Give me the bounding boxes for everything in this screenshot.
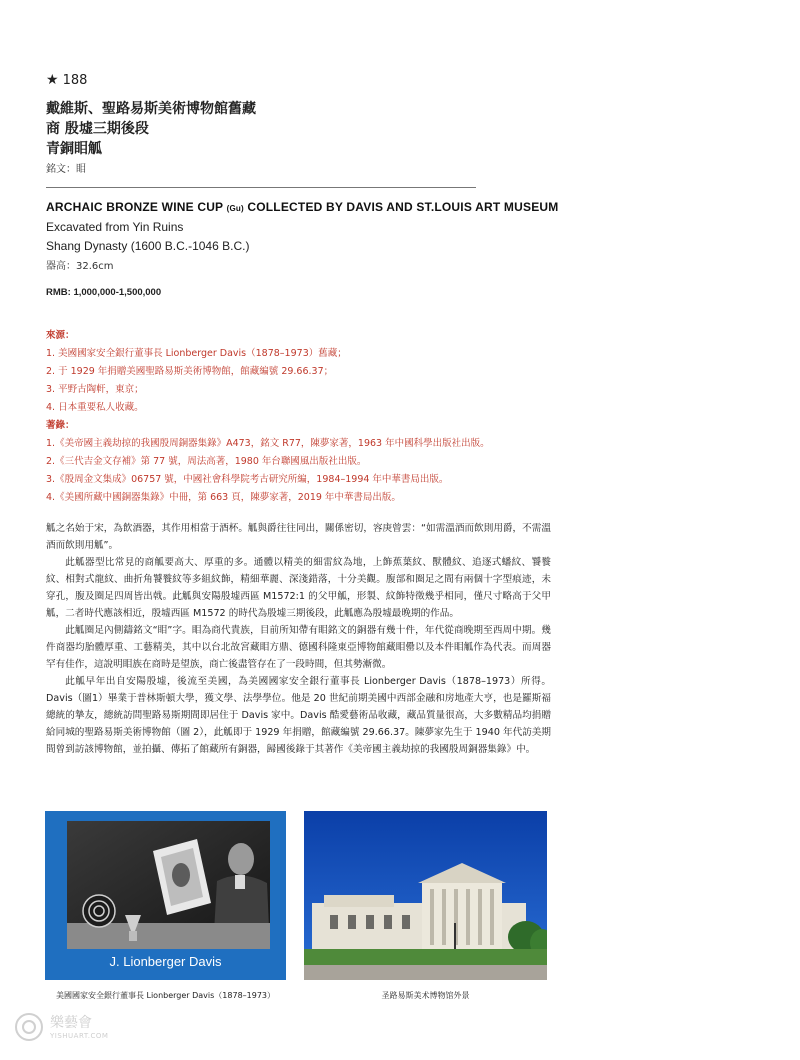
figure-davis-photo xyxy=(45,811,286,980)
literature-item: 4.《美國所藏中國銅器集錄》中冊，第 663 頁，陳夢家著，2019 年中華書局出版。 xyxy=(46,492,401,503)
lot-number xyxy=(46,72,87,88)
watermark-text-en: YISHUART.COM xyxy=(50,1032,109,1040)
literature-item: 2.《三代吉金文存補》第 77 號，周法高著，1980 年台聯國風出版社出版。 xyxy=(46,456,367,467)
lot-number-value: 188 xyxy=(62,73,88,88)
english-title-part2: COLLECTED BY DAVIS AND ST.LOUIS ART MUSEUM xyxy=(243,200,559,214)
english-title-part1: ARCHAIC BRONZE WINE CUP xyxy=(46,200,227,214)
museum-photo-graphic xyxy=(304,811,547,980)
figure-davis-caption: 美國國家安全銀行董事長 Lionberger Davis（1878–1973） xyxy=(55,991,276,1000)
provenance-item: 2. 于 1929 年捐贈美國聖路易斯美術博物館，館藏編號 29.66.37； xyxy=(46,366,334,377)
figure-museum-photo xyxy=(304,811,547,980)
divider xyxy=(46,187,476,188)
provenance-item: 1. 美國國家安全銀行董事長 Lionberger Davis（1878–1973）舊藏； xyxy=(46,348,347,359)
watermark-logo-icon xyxy=(14,1012,44,1042)
essay-paragraph: 此觚圈足內側鑄銘文“䀠”字。䀠為商代貴族，目前所知帶有䀠銘文的銅器有幾十件，年代從商晚期至西周中期。幾件商器均胎體厚重、工藝精美，其中以台北故宮藏䀠方鼎、德國科隆東亞博物館藏䀠罍以及本件䀠觚作為代表。而周器罕有佳作，這說明䀠族在商時是望族，商亡後盡管存在了一段時間，但其勢漸微。 xyxy=(46,625,551,670)
literature-item: 3.《殷周金文集成》06757 號，中國社會科學院考古研究所編，1984–1994 年中華書局出版。 xyxy=(46,474,449,485)
english-title-gu: (Gu) xyxy=(226,204,244,213)
literature-item: 1.《美帝國主義劫掠的我國殷周銅器集錄》A473，銘文 R77，陳夢家著，1963 年中國科學出版社出版。 xyxy=(46,438,490,449)
essay-paragraph: 此觚器型比常見的商觚要高大、厚重的多。通體以精美的細雷紋為地，上飾蕉葉紋、獸體紋、追逐式蟠紋、饕餮紋、相對式龍紋、曲折角饕餮紋等多組紋飾，精細華麗、深淺錯落，十分美觀。腹部和圈足之間有兩個十字型痕迹，未穿孔，腹及圈足四周皆出戟。此觚與安陽殷墟西區 M1572:1 的父甲觚，形製、紋飾特徵幾乎相同，僅尺寸略高于父甲觚，二者時代應該相近，殷墟西區 M1572 的時代為殷墟三期後段，此觚應為殷墟最晚期的作品。 xyxy=(46,557,551,619)
figure-museum-caption: 圣路易斯美术博物馆外景 xyxy=(381,991,470,1000)
figure-davis-label: J. Lionberger Davis xyxy=(109,954,222,969)
essay-paragraph: 此觚早年出自安陽殷墟，後流至美國，為美國國家安全銀行董事長 Lionberger Davis（1878–1973）所得。Davis（圖1）畢業于普林斯頓大學，獲文學、法學學位。他是 20 世紀前期美國中西部金融和房地產大亨，也是羅斯福總統的摯友，總統訪問聖路易斯期間即居住于 Davis 家中。Davis 酷愛藝術品收藏，藏品質量很高，大多數精品均捐贈給同城的聖路易斯美術博物館（圖 2），此觚即于 1929 年捐贈，館藏編號 29.66.37。陳夢家先生于 1940 年代訪美期間曾到訪該博物館，並拍攝、傳拓了館藏所有銅器，歸國後錄于其著作《美帝國主義劫掠的我國殷周銅器集錄》中。 xyxy=(46,676,551,755)
provenance-section xyxy=(46,328,490,505)
essay-paragraph: 觚之名始于宋，為飲酒器，其作用相當于酒杯。觚與爵往往同出，關係密切，容庚曾雲：“如需溫酒而飲則用爵，不需溫酒而飲則用觚”。 xyxy=(46,523,551,551)
english-title xyxy=(46,200,558,214)
cn-collection: 戴維斯、聖路易斯美術博物館舊藏 xyxy=(46,101,256,117)
watermark xyxy=(14,1010,134,1044)
cn-inscription: 銘文：䀠 xyxy=(46,164,86,175)
watermark-text-cn: 樂藝會 xyxy=(50,1015,92,1031)
object-height: 器高：32.6cm xyxy=(46,261,114,272)
literature-heading: 著錄： xyxy=(46,420,75,431)
english-excavated: Excavated from Yin Ruins xyxy=(46,220,184,234)
cn-object: 青銅䀠觚 xyxy=(46,141,102,157)
provenance-item: 4. 日本重要私人收藏。 xyxy=(46,402,144,413)
essay xyxy=(46,520,551,758)
estimate: RMB: 1,000,000-1,500,000 xyxy=(46,287,162,298)
provenance-heading: 來源： xyxy=(46,330,75,341)
star-icon: ★ xyxy=(46,72,59,88)
english-dynasty: Shang Dynasty (1600 B.C.-1046 B.C.) xyxy=(46,239,250,253)
cn-dynasty: 商 殷墟三期後段 xyxy=(46,121,149,137)
provenance-item: 3. 平野古陶軒，東京； xyxy=(46,384,144,395)
